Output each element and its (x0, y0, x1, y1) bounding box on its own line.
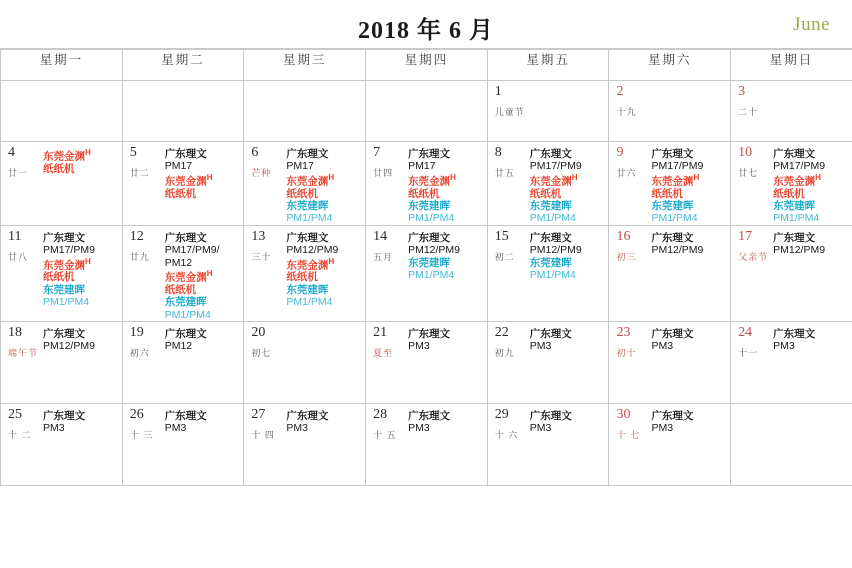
event-line: 东莞金渊$^H$ (43, 148, 91, 163)
event-line: PM1/PM4 (286, 212, 333, 225)
day-number: 10 (738, 145, 753, 160)
page-title: 2018 年 6 月 (358, 18, 494, 44)
day-number: 3 (738, 84, 746, 99)
event-list (286, 408, 361, 435)
event-line: PM17/PM9 (43, 244, 95, 257)
event-list (651, 230, 726, 257)
event-line: PM3 (529, 422, 552, 435)
day-cell[interactable] (366, 225, 488, 321)
lunar-label: 廿二 (129, 168, 150, 178)
event-line: 广东理文 (408, 148, 451, 160)
weekday-header-thursday: 星期四 (366, 50, 488, 81)
day-number: 25 (8, 406, 22, 422)
event-line: 广东理文 (43, 327, 85, 340)
day-number: 2 (616, 84, 624, 99)
day-number: 15 (494, 228, 509, 244)
lunar-label: 儿童节 (494, 107, 525, 117)
event-list (530, 146, 605, 225)
event-line: 东莞建晖 (286, 283, 329, 296)
event-list (286, 146, 361, 225)
event-line: 广东理文 (408, 231, 451, 244)
event-line: 广东理文 (286, 409, 329, 422)
event-superscript: H (85, 256, 91, 266)
event-list (530, 408, 605, 435)
event-superscript: H (206, 268, 213, 278)
event-line: 广东理文 (408, 409, 451, 422)
day-cell[interactable] (731, 225, 852, 321)
event-list (773, 326, 848, 353)
event-list (530, 230, 605, 282)
event-superscript: H (571, 172, 578, 182)
day-number: 29 (494, 406, 509, 422)
event-line: 广东理文 (164, 148, 207, 160)
event-line: PM17 (408, 160, 436, 173)
day-number: 22 (494, 324, 509, 340)
day-cell[interactable] (366, 403, 488, 485)
day-number: 21 (373, 324, 388, 340)
day-cell[interactable] (122, 142, 244, 226)
lunar-label: 初十 (616, 347, 637, 358)
event-line: 纸纸机 (164, 283, 197, 296)
day-cell[interactable] (1, 81, 123, 142)
lunar-label: 十一 (738, 347, 759, 358)
event-line: 纸纸机 (43, 271, 75, 284)
event-line: 纸纸机 (773, 187, 805, 200)
event-line: 纸纸机 (529, 187, 562, 200)
event-line: 东莞金渊$^H$ (286, 256, 335, 271)
event-line: PM12/PM9 (651, 244, 704, 257)
event-line: PM12/PM9 (529, 244, 582, 257)
day-cell[interactable] (122, 225, 244, 321)
lunar-label: 廿四 (373, 168, 394, 178)
day-number: 14 (373, 228, 388, 244)
lunar-label: 廿八 (8, 251, 29, 262)
event-line: 东莞金渊$^H$ (286, 172, 335, 188)
event-line: 纸纸机 (43, 162, 75, 175)
event-list (773, 230, 848, 257)
event-list (773, 146, 848, 225)
lunar-label: 初六 (129, 347, 150, 358)
day-number: 16 (616, 228, 631, 244)
event-line: 广东理文 (286, 148, 329, 160)
calendar-week-row (1, 225, 852, 321)
day-cell[interactable] (487, 225, 609, 321)
day-number: 8 (494, 145, 502, 160)
event-list (165, 230, 240, 321)
event-line: 东莞金渊$^H$ (529, 172, 578, 188)
event-line: PM12 (164, 256, 193, 269)
event-line: PM3 (773, 340, 795, 353)
event-list (408, 146, 483, 225)
event-list (651, 146, 726, 225)
calendar-week-row (1, 142, 852, 226)
event-line: 东莞建晖 (408, 256, 451, 269)
event-line: PM1/PM4 (773, 212, 820, 225)
event-line: PM3 (408, 340, 430, 353)
event-line: 广东理文 (529, 231, 572, 244)
event-line: 广东理文 (651, 327, 694, 340)
calendar-week-row (1, 81, 852, 142)
lunar-label: 父亲节 (738, 251, 769, 262)
weekday-header-wednesday: 星期三 (244, 50, 366, 81)
lunar-label: 夏至 (373, 347, 394, 358)
event-line: PM17 (164, 160, 193, 173)
event-line: PM17/PM9 (529, 160, 582, 173)
day-cell[interactable] (366, 81, 488, 142)
weekday-header-friday: 星期五 (487, 50, 609, 81)
event-superscript: H (450, 172, 456, 182)
day-cell[interactable] (244, 403, 366, 485)
event-line: PM1/PM4 (408, 268, 455, 281)
day-cell[interactable] (609, 225, 731, 321)
day-cell[interactable] (366, 321, 488, 403)
day-cell[interactable] (731, 81, 852, 142)
lunar-label: 初九 (494, 347, 515, 358)
event-line: 东莞金渊$^H$ (43, 256, 91, 271)
event-line: 广东理文 (43, 409, 85, 422)
event-line: 广东理文 (529, 148, 572, 160)
event-line: 广东理文 (286, 231, 329, 244)
event-list (651, 408, 726, 435)
day-cell[interactable] (244, 81, 366, 142)
day-number: 9 (616, 145, 624, 160)
day-cell[interactable] (731, 321, 852, 403)
event-line: 东莞建晖 (43, 283, 85, 296)
lunar-label: 十九 (616, 107, 637, 117)
calendar-week-row (1, 403, 852, 485)
event-list (165, 408, 240, 435)
event-line: 东莞建晖 (529, 200, 572, 212)
lunar-label: 十 二 (8, 429, 32, 440)
event-line: 东莞金渊$^H$ (408, 172, 456, 188)
day-cell[interactable] (1, 225, 123, 321)
event-superscript: H (328, 172, 335, 182)
event-line: PM1/PM4 (529, 212, 576, 225)
event-line: PM17/PM9 (773, 160, 826, 173)
event-line: 广东理文 (529, 327, 572, 340)
event-line: 广东理文 (773, 327, 816, 340)
day-cell[interactable] (487, 321, 609, 403)
event-line: 广东理文 (773, 231, 816, 244)
event-list (165, 146, 240, 200)
event-line: PM3 (529, 340, 552, 353)
event-line: PM3 (651, 340, 674, 353)
day-cell[interactable] (609, 403, 731, 485)
event-line: 东莞金渊$^H$ (651, 172, 700, 188)
event-line: 广东理文 (773, 148, 816, 160)
event-line: PM1/PM4 (529, 268, 576, 281)
day-cell[interactable] (731, 403, 852, 485)
event-list (408, 230, 483, 282)
lunar-label: 廿九 (129, 251, 150, 262)
day-number: 18 (8, 324, 22, 340)
weekday-header-monday: 星期一 (1, 50, 123, 81)
lunar-label: 廿七 (738, 168, 759, 178)
lunar-label: 廿一 (8, 168, 29, 178)
event-line: PM3 (286, 422, 308, 435)
event-line: 东莞建晖 (408, 200, 451, 212)
event-line: PM17/PM9/ (164, 244, 220, 257)
event-line: 广东理文 (651, 231, 694, 244)
calendar-grid (0, 49, 852, 486)
event-line: PM3 (651, 422, 674, 435)
event-line: 纸纸机 (651, 187, 683, 200)
event-line: 东莞建晖 (529, 256, 572, 269)
event-superscript: H (328, 256, 335, 266)
weekday-header-saturday: 星期六 (609, 50, 731, 81)
day-number: 12 (129, 228, 144, 244)
event-list (165, 326, 240, 353)
event-list (43, 146, 118, 175)
lunar-label: 十 三 (129, 429, 154, 440)
event-line: PM17 (286, 160, 314, 173)
event-list (651, 326, 726, 353)
day-cell[interactable] (487, 81, 609, 142)
day-number: 26 (129, 406, 144, 422)
lunar-label: 二十 (738, 107, 759, 117)
event-line: PM1/PM4 (164, 308, 211, 321)
event-list (286, 326, 361, 328)
day-cell[interactable] (244, 321, 366, 403)
event-line: PM3 (164, 422, 187, 435)
day-cell[interactable] (487, 403, 609, 485)
event-list (408, 408, 483, 435)
lunar-label: 廿五 (494, 168, 515, 178)
event-line: 纸纸机 (286, 271, 318, 284)
event-list (43, 230, 118, 309)
event-line: PM1/PM4 (408, 212, 455, 225)
event-line: PM3 (408, 422, 430, 435)
event-line: PM12/PM9 (408, 244, 460, 257)
weekday-header-sunday: 星期日 (731, 50, 852, 81)
lunar-label: 端午节 (8, 347, 39, 358)
lunar-label: 廿六 (616, 168, 637, 178)
day-cell[interactable] (487, 142, 609, 226)
event-line: PM12/PM9 (43, 340, 95, 353)
day-number: 24 (738, 324, 753, 340)
day-number: 5 (129, 145, 137, 160)
day-cell[interactable] (731, 142, 852, 226)
lunar-label: 十 六 (494, 429, 519, 440)
event-superscript: H (693, 172, 700, 182)
lunar-label: 十 四 (251, 429, 275, 440)
lunar-label: 初三 (616, 251, 637, 262)
event-line: 广东理文 (529, 409, 572, 422)
event-list (773, 408, 848, 410)
day-cell[interactable] (366, 142, 488, 226)
calendar-body (1, 81, 852, 486)
calendar-header (0, 0, 852, 49)
weekday-header-row (1, 50, 852, 81)
event-line: 广东理文 (164, 327, 207, 340)
event-line: PM1/PM4 (651, 212, 698, 225)
event-line: PM17/PM9 (651, 160, 704, 173)
month-label-english: June (793, 14, 830, 35)
event-line: 东莞建晖 (651, 200, 694, 212)
day-cell[interactable] (609, 321, 731, 403)
event-line: PM1/PM4 (43, 296, 90, 309)
day-cell[interactable] (244, 142, 366, 226)
event-line: PM12/PM9 (286, 244, 339, 257)
day-cell[interactable] (122, 81, 244, 142)
event-line: 东莞金渊$^H$ (164, 172, 213, 188)
event-line: 东莞金渊$^H$ (773, 172, 821, 188)
day-number: 4 (8, 145, 15, 160)
day-cell[interactable] (1, 321, 123, 403)
event-line: 东莞建晖 (286, 200, 329, 212)
event-line: PM12 (164, 340, 193, 353)
event-line: PM12/PM9 (773, 244, 826, 257)
event-line: 广东理文 (43, 231, 85, 244)
day-number: 19 (129, 324, 144, 340)
event-line: 广东理文 (164, 231, 207, 244)
lunar-label: 芒种 (251, 168, 272, 178)
day-number: 1 (494, 84, 502, 99)
calendar-week-row (1, 321, 852, 403)
day-number: 28 (373, 406, 388, 422)
day-cell[interactable] (122, 321, 244, 403)
event-line: 东莞建晖 (773, 200, 816, 212)
day-number: 6 (251, 145, 259, 160)
day-number: 30 (616, 406, 631, 422)
lunar-label: 十 七 (616, 429, 640, 440)
event-line: 东莞金渊$^H$ (164, 268, 213, 284)
event-superscript: H (206, 172, 213, 182)
event-list (530, 326, 605, 353)
day-number: 17 (738, 228, 753, 244)
weekday-header-tuesday: 星期二 (122, 50, 244, 81)
event-list (408, 326, 483, 353)
event-line: 纸纸机 (164, 187, 197, 200)
event-line: 纸纸机 (408, 187, 440, 200)
event-line: 广东理文 (651, 409, 694, 422)
lunar-label: 三十 (251, 251, 272, 262)
event-superscript: H (85, 148, 91, 157)
event-line: PM1/PM4 (286, 296, 333, 309)
day-cell[interactable] (609, 81, 731, 142)
day-number: 11 (8, 228, 22, 244)
day-cell[interactable] (122, 403, 244, 485)
lunar-label: 初二 (494, 251, 515, 262)
lunar-label: 五月 (373, 251, 394, 262)
lunar-label: 十 五 (373, 429, 397, 440)
event-line: 东莞建晖 (164, 296, 207, 309)
day-cell[interactable] (1, 142, 123, 226)
event-line: PM3 (43, 422, 65, 435)
lunar-label: 初七 (251, 347, 272, 358)
event-line: 广东理文 (164, 409, 207, 422)
event-line: 纸纸机 (286, 187, 318, 200)
day-cell[interactable] (244, 225, 366, 321)
day-number: 7 (373, 145, 381, 160)
day-number: 23 (616, 324, 631, 340)
event-list (286, 230, 361, 309)
day-cell[interactable] (609, 142, 731, 226)
event-line: 广东理文 (651, 148, 694, 160)
day-cell[interactable] (1, 403, 123, 485)
event-line: 广东理文 (408, 327, 451, 340)
day-number: 13 (251, 228, 266, 244)
day-number: 27 (251, 406, 266, 422)
event-list (43, 408, 118, 435)
event-list (43, 326, 118, 353)
event-superscript: H (815, 172, 821, 182)
day-number: 20 (251, 324, 266, 340)
